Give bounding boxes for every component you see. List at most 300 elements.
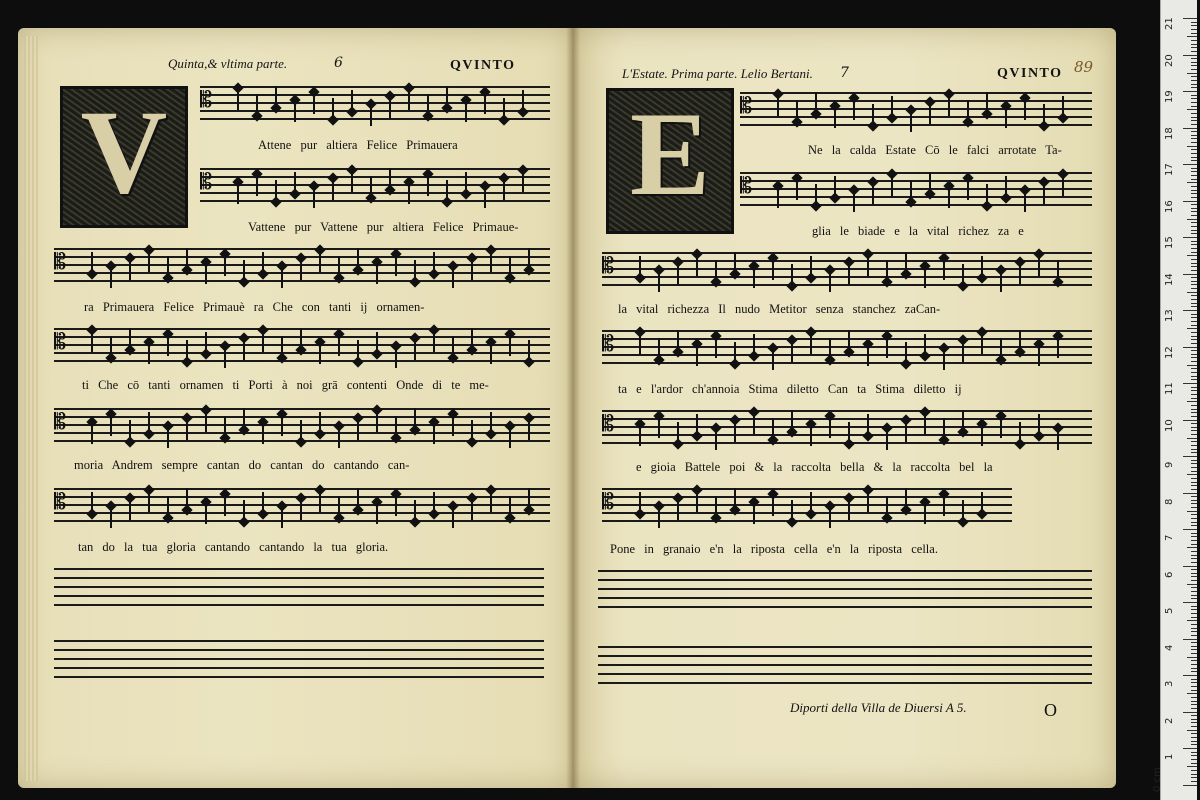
note-stem <box>834 176 836 198</box>
note-stem <box>433 330 435 352</box>
music-staff <box>200 86 550 116</box>
note-stem <box>967 178 969 200</box>
note-stem <box>262 492 264 514</box>
note-stem <box>1000 270 1002 292</box>
music-staff <box>200 168 550 198</box>
ruler-number: 16 <box>1164 199 1175 213</box>
ruler-tick <box>1183 602 1197 603</box>
ruler-tick <box>1191 266 1197 267</box>
note-stem <box>943 348 945 370</box>
note-stem <box>715 260 717 282</box>
ruler-tick <box>1183 529 1197 530</box>
ruler-number: 8 <box>1164 498 1175 505</box>
note-stem <box>148 490 150 512</box>
ruler-tick <box>1187 547 1197 548</box>
note-stem <box>981 256 983 278</box>
ruler-tick <box>1191 759 1197 760</box>
ruler-tick <box>1191 171 1197 172</box>
ruler-tick <box>1191 628 1197 629</box>
note-stem <box>1000 416 1002 438</box>
note-stem <box>867 254 869 276</box>
ruler-tick <box>1191 482 1197 483</box>
note-stem <box>962 500 964 522</box>
ruler-tick <box>1191 540 1197 541</box>
empty-staff <box>598 570 1092 590</box>
ruler-tick <box>1183 748 1197 749</box>
note-stem <box>319 342 321 364</box>
ruler-tick <box>1191 507 1197 508</box>
music-staff <box>602 410 1092 440</box>
ruler-tick <box>1191 376 1197 377</box>
ruler-tick <box>1191 737 1197 738</box>
ruler-tick <box>1183 639 1197 640</box>
note-stem <box>715 428 717 450</box>
note-stem <box>929 172 931 194</box>
music-staff <box>602 252 1092 282</box>
ruler-number: 5 <box>1164 607 1175 614</box>
ruler-tick <box>1191 660 1197 661</box>
clef-icon: 𝄡 <box>602 412 615 437</box>
left-header-voice: QVINTO <box>450 58 516 73</box>
ruler-tick <box>1191 120 1197 121</box>
note-stem <box>91 492 93 514</box>
clef-icon: 𝄡 <box>602 490 615 515</box>
note-stem <box>91 252 93 274</box>
note-stem <box>186 418 188 440</box>
ruler-tick <box>1191 719 1197 720</box>
ruler-tick <box>1191 190 1197 191</box>
note-stem <box>503 98 505 120</box>
ruler-number: 15 <box>1164 236 1175 249</box>
ruler-tick <box>1191 609 1197 610</box>
ruler-tick <box>1191 733 1197 734</box>
note-stem <box>753 266 755 288</box>
ruler-tick <box>1191 390 1197 391</box>
ruler-tick <box>1191 686 1197 687</box>
note-stem <box>281 506 283 528</box>
note-stem <box>905 420 907 442</box>
note-stem <box>810 424 812 446</box>
ruler-number: 6 <box>1164 571 1175 578</box>
note-stem <box>376 332 378 354</box>
note-stem <box>91 330 93 352</box>
ruler-tick <box>1191 44 1197 45</box>
ruler-tick <box>1191 149 1197 150</box>
note-stem <box>943 418 945 440</box>
ruler-tick <box>1191 306 1197 307</box>
note-stem <box>243 338 245 360</box>
ruler-tick <box>1191 722 1197 723</box>
note-stem <box>256 94 258 116</box>
ruler-tick <box>1191 405 1197 406</box>
note-stem <box>734 342 736 364</box>
note-stem <box>452 414 454 436</box>
note-stem <box>962 264 964 286</box>
note-stem <box>351 170 353 192</box>
note-stem <box>110 336 112 358</box>
ruler-tick <box>1187 182 1197 183</box>
note-stem <box>186 248 188 270</box>
note-stem <box>891 174 893 196</box>
note-stem <box>294 172 296 194</box>
note-stem <box>734 420 736 442</box>
ruler-tick <box>1187 401 1197 402</box>
clef-icon: 𝄡 <box>200 170 213 195</box>
note-stem <box>167 256 169 278</box>
note-stem <box>484 186 486 208</box>
ruler-tick <box>1191 80 1197 81</box>
ruler-tick <box>1191 117 1197 118</box>
note-stem <box>734 488 736 510</box>
note-stem <box>503 178 505 200</box>
note-stem <box>433 422 435 444</box>
ruler-tick <box>1191 496 1197 497</box>
ruler-tick <box>1191 679 1197 680</box>
ruler-tick <box>1183 456 1197 457</box>
note-stem <box>848 262 850 284</box>
note-stem <box>929 102 931 124</box>
note-stem <box>319 490 321 512</box>
note-stem <box>962 410 964 432</box>
ruler-tick <box>1191 704 1197 705</box>
note-stem <box>148 412 150 434</box>
ruler-tick <box>1191 463 1197 464</box>
note-stem <box>986 184 988 206</box>
ruler-tick <box>1183 420 1197 421</box>
note-stem <box>891 96 893 118</box>
note-stem <box>224 494 226 516</box>
ruler-tick <box>1191 113 1197 114</box>
note-stem <box>281 414 283 436</box>
ruler-tick <box>1191 569 1197 570</box>
note-stem <box>658 506 660 528</box>
ruler-tick <box>1191 580 1197 581</box>
empty-staff <box>54 568 544 588</box>
lyric-line: Ne la calda Estate Cō le falci arrotate Ta- <box>808 143 1062 157</box>
ruler-tick <box>1191 763 1197 764</box>
note-stem <box>338 334 340 356</box>
note-stem <box>490 342 492 364</box>
note-stem <box>484 92 486 114</box>
lyric-line: ra Primauera Felice Primauè ra Che con tanti ij ornamen- <box>84 300 425 314</box>
note-stem <box>981 492 983 514</box>
note-stem <box>522 90 524 112</box>
note-stem <box>753 502 755 524</box>
lyric-line: Attene pur altiera Felice Primauera <box>258 138 458 152</box>
ruler-tick <box>1187 219 1197 220</box>
note-stem <box>658 270 660 292</box>
ruler-tick <box>1191 350 1197 351</box>
note-stem <box>967 100 969 122</box>
ruler-tick <box>1191 471 1197 472</box>
note-stem <box>886 336 888 358</box>
ruler-tick <box>1191 222 1197 223</box>
ruler-tick <box>1183 383 1197 384</box>
ruler-tick <box>1191 460 1197 461</box>
ruler-tick <box>1191 467 1197 468</box>
ruler-tick <box>1191 434 1197 435</box>
note-stem <box>224 346 226 368</box>
note-stem <box>696 254 698 276</box>
ruler-tick <box>1191 416 1197 417</box>
note-stem <box>791 500 793 522</box>
note-stem <box>1024 98 1026 120</box>
ruler-tick <box>1191 69 1197 70</box>
page-edges <box>24 36 38 781</box>
ruler-tick <box>1183 493 1197 494</box>
note-stem <box>452 266 454 288</box>
note-stem <box>300 328 302 350</box>
note-stem <box>886 260 888 282</box>
note-stem <box>715 336 717 358</box>
ruler-number: 3 <box>1164 680 1175 687</box>
note-stem <box>129 420 131 442</box>
ruler-tick <box>1191 701 1197 702</box>
right-header-title: L'Estate. Prima parte. Lelio Bertani. <box>622 66 813 81</box>
ruler-tick <box>1191 573 1197 574</box>
ruler-tick <box>1191 186 1197 187</box>
note-stem <box>224 416 226 438</box>
ruler-tick <box>1191 441 1197 442</box>
note-stem <box>205 410 207 432</box>
clef-icon: 𝄡 <box>54 410 67 435</box>
note-stem <box>658 416 660 438</box>
note-stem <box>948 94 950 116</box>
lyric-line: e gioia Battele poi & la raccolta bella & la raccolta bel la <box>636 460 993 474</box>
ruler-tick <box>1191 277 1197 278</box>
ruler-tick <box>1191 744 1197 745</box>
note-stem <box>867 344 869 366</box>
note-stem <box>848 498 850 520</box>
note-stem <box>465 100 467 122</box>
ruler-tick <box>1191 233 1197 234</box>
note-stem <box>810 492 812 514</box>
ruler-number: 13 <box>1164 309 1175 322</box>
note-stem <box>490 490 492 512</box>
note-stem <box>810 256 812 278</box>
clef-icon: 𝄡 <box>602 332 615 357</box>
music-staff <box>54 408 550 438</box>
note-stem <box>1019 330 1021 352</box>
lyric-line: Pone in granaio e'n la riposta cella e'n la riposta cella. <box>610 542 938 556</box>
empty-staff <box>598 646 1092 666</box>
book-gutter <box>566 28 580 788</box>
note-stem <box>281 336 283 358</box>
note-stem <box>522 170 524 192</box>
ruler-tick <box>1191 299 1197 300</box>
note-stem <box>148 250 150 272</box>
note-stem <box>796 178 798 200</box>
note-stem <box>872 104 874 126</box>
ruler-tick <box>1191 617 1197 618</box>
ruler-tick <box>1191 682 1197 683</box>
note-stem <box>332 178 334 200</box>
note-stem <box>414 260 416 282</box>
note-stem <box>294 100 296 122</box>
left-page-number: 6 <box>334 55 343 71</box>
music-staff <box>54 488 550 518</box>
note-stem <box>924 412 926 434</box>
note-stem <box>1057 260 1059 282</box>
note-stem <box>772 418 774 440</box>
ruler-number: 11 <box>1164 382 1175 395</box>
note-stem <box>186 488 188 510</box>
note-stem <box>205 262 207 284</box>
note-stem <box>408 88 410 110</box>
ruler-tick <box>1191 394 1197 395</box>
ruler-number: 21 <box>1164 17 1175 30</box>
ruler-tick <box>1191 62 1197 63</box>
ruler-tick <box>1191 168 1197 169</box>
note-stem <box>829 270 831 292</box>
ruler-tick <box>1191 354 1197 355</box>
note-stem <box>313 186 315 208</box>
note-stem <box>509 256 511 278</box>
ruler-tick <box>1191 303 1197 304</box>
music-staff <box>602 488 1012 518</box>
ruler-tick <box>1191 244 1197 245</box>
right-page <box>572 28 1116 788</box>
clef-icon: 𝄡 <box>200 88 213 113</box>
ruler-tick <box>1191 522 1197 523</box>
note-stem <box>677 330 679 352</box>
ruler-tick <box>1191 697 1197 698</box>
note-stem <box>677 422 679 444</box>
ruler-tick <box>1191 124 1197 125</box>
ruler-tick <box>1191 449 1197 450</box>
ruler-tick <box>1183 675 1197 676</box>
ruler-tick <box>1191 197 1197 198</box>
clef-icon: 𝄡 <box>602 254 615 279</box>
ruler-number: 19 <box>1164 90 1175 103</box>
ruler-tick <box>1191 587 1197 588</box>
note-stem <box>853 98 855 120</box>
ruler-tick <box>1187 365 1197 366</box>
note-stem <box>528 418 530 440</box>
ruler-tick <box>1191 40 1197 41</box>
note-stem <box>256 174 258 196</box>
note-stem <box>237 88 239 110</box>
ruler-tick <box>1191 84 1197 85</box>
note-stem <box>414 408 416 430</box>
note-stem <box>357 340 359 362</box>
ruler-tick <box>1191 555 1197 556</box>
ruler-tick <box>1187 766 1197 767</box>
ruler-tick <box>1191 500 1197 501</box>
ruler-tick <box>1191 715 1197 716</box>
note-stem <box>943 494 945 516</box>
lyric-line: glia le biade e la vital richez za e <box>812 224 1024 238</box>
ruler-tick <box>1191 343 1197 344</box>
note-stem <box>528 248 530 270</box>
note-stem <box>905 252 907 274</box>
note-stem <box>696 344 698 366</box>
ruler-tick <box>1191 533 1197 534</box>
note-stem <box>471 420 473 442</box>
ruler-tick <box>1191 398 1197 399</box>
note-stem <box>433 252 435 274</box>
ruler-tick <box>1191 668 1197 669</box>
lyric-line: Vattene pur Vattene pur altiera Felice Primaue- <box>248 220 519 234</box>
ruler-tick <box>1191 514 1197 515</box>
note-stem <box>243 408 245 430</box>
ruler-tick <box>1191 489 1197 490</box>
ruler-tick <box>1191 427 1197 428</box>
note-stem <box>91 422 93 444</box>
note-stem <box>427 174 429 196</box>
ruler-tick <box>1187 36 1197 37</box>
ruler-tick <box>1183 55 1197 56</box>
note-stem <box>148 342 150 364</box>
note-stem <box>357 248 359 270</box>
note-stem <box>734 252 736 274</box>
note-stem <box>395 494 397 516</box>
ruler-tick <box>1191 142 1197 143</box>
ruler-tick <box>1187 255 1197 256</box>
handwritten-folio-number: 89 <box>1074 58 1094 76</box>
ruler-tick <box>1191 741 1197 742</box>
ruler-tick <box>1191 774 1197 775</box>
note-stem <box>948 186 950 208</box>
note-stem <box>777 186 779 208</box>
ruler-tick <box>1183 164 1197 165</box>
measuring-ruler <box>1152 0 1197 800</box>
note-stem <box>490 412 492 434</box>
ruler-tick <box>1187 438 1197 439</box>
note-stem <box>357 488 359 510</box>
ruler-tick <box>1191 631 1197 632</box>
ruler-tick <box>1183 712 1197 713</box>
note-stem <box>205 332 207 354</box>
ruler-tick <box>1191 58 1197 59</box>
clef-icon: 𝄡 <box>54 330 67 355</box>
note-stem <box>1019 262 1021 284</box>
ruler-tick <box>1191 558 1197 559</box>
music-staff <box>602 330 1092 360</box>
ruler-tick <box>1191 241 1197 242</box>
note-stem <box>848 330 850 352</box>
music-staff <box>54 248 550 278</box>
clef-icon: 𝄡 <box>740 174 753 199</box>
note-stem <box>281 266 283 288</box>
ruler-tick <box>1191 387 1197 388</box>
ruler-tick <box>1191 536 1197 537</box>
note-stem <box>1057 428 1059 450</box>
note-stem <box>853 190 855 212</box>
ruler-tick <box>1191 230 1197 231</box>
note-stem <box>924 266 926 288</box>
ruler-tick <box>1191 525 1197 526</box>
ruler-tick <box>1191 624 1197 625</box>
note-stem <box>338 256 340 278</box>
ruler-tick <box>1187 146 1197 147</box>
note-stem <box>867 490 869 512</box>
note-stem <box>395 254 397 276</box>
ruler-tick <box>1191 208 1197 209</box>
ruler-tick <box>1191 33 1197 34</box>
note-stem <box>872 182 874 204</box>
ruler-tick <box>1191 613 1197 614</box>
ruler-tick <box>1191 259 1197 260</box>
ruler-tick <box>1183 91 1197 92</box>
note-stem <box>829 338 831 360</box>
lyric-line: ti Che cō tanti ornamen ti Porti à noi grā contenti Onde di te me- <box>82 378 489 392</box>
note-stem <box>376 262 378 284</box>
note-stem <box>370 176 372 198</box>
ruler-tick <box>1191 179 1197 180</box>
ruler-tick <box>1191 339 1197 340</box>
ruler-tick <box>1191 317 1197 318</box>
